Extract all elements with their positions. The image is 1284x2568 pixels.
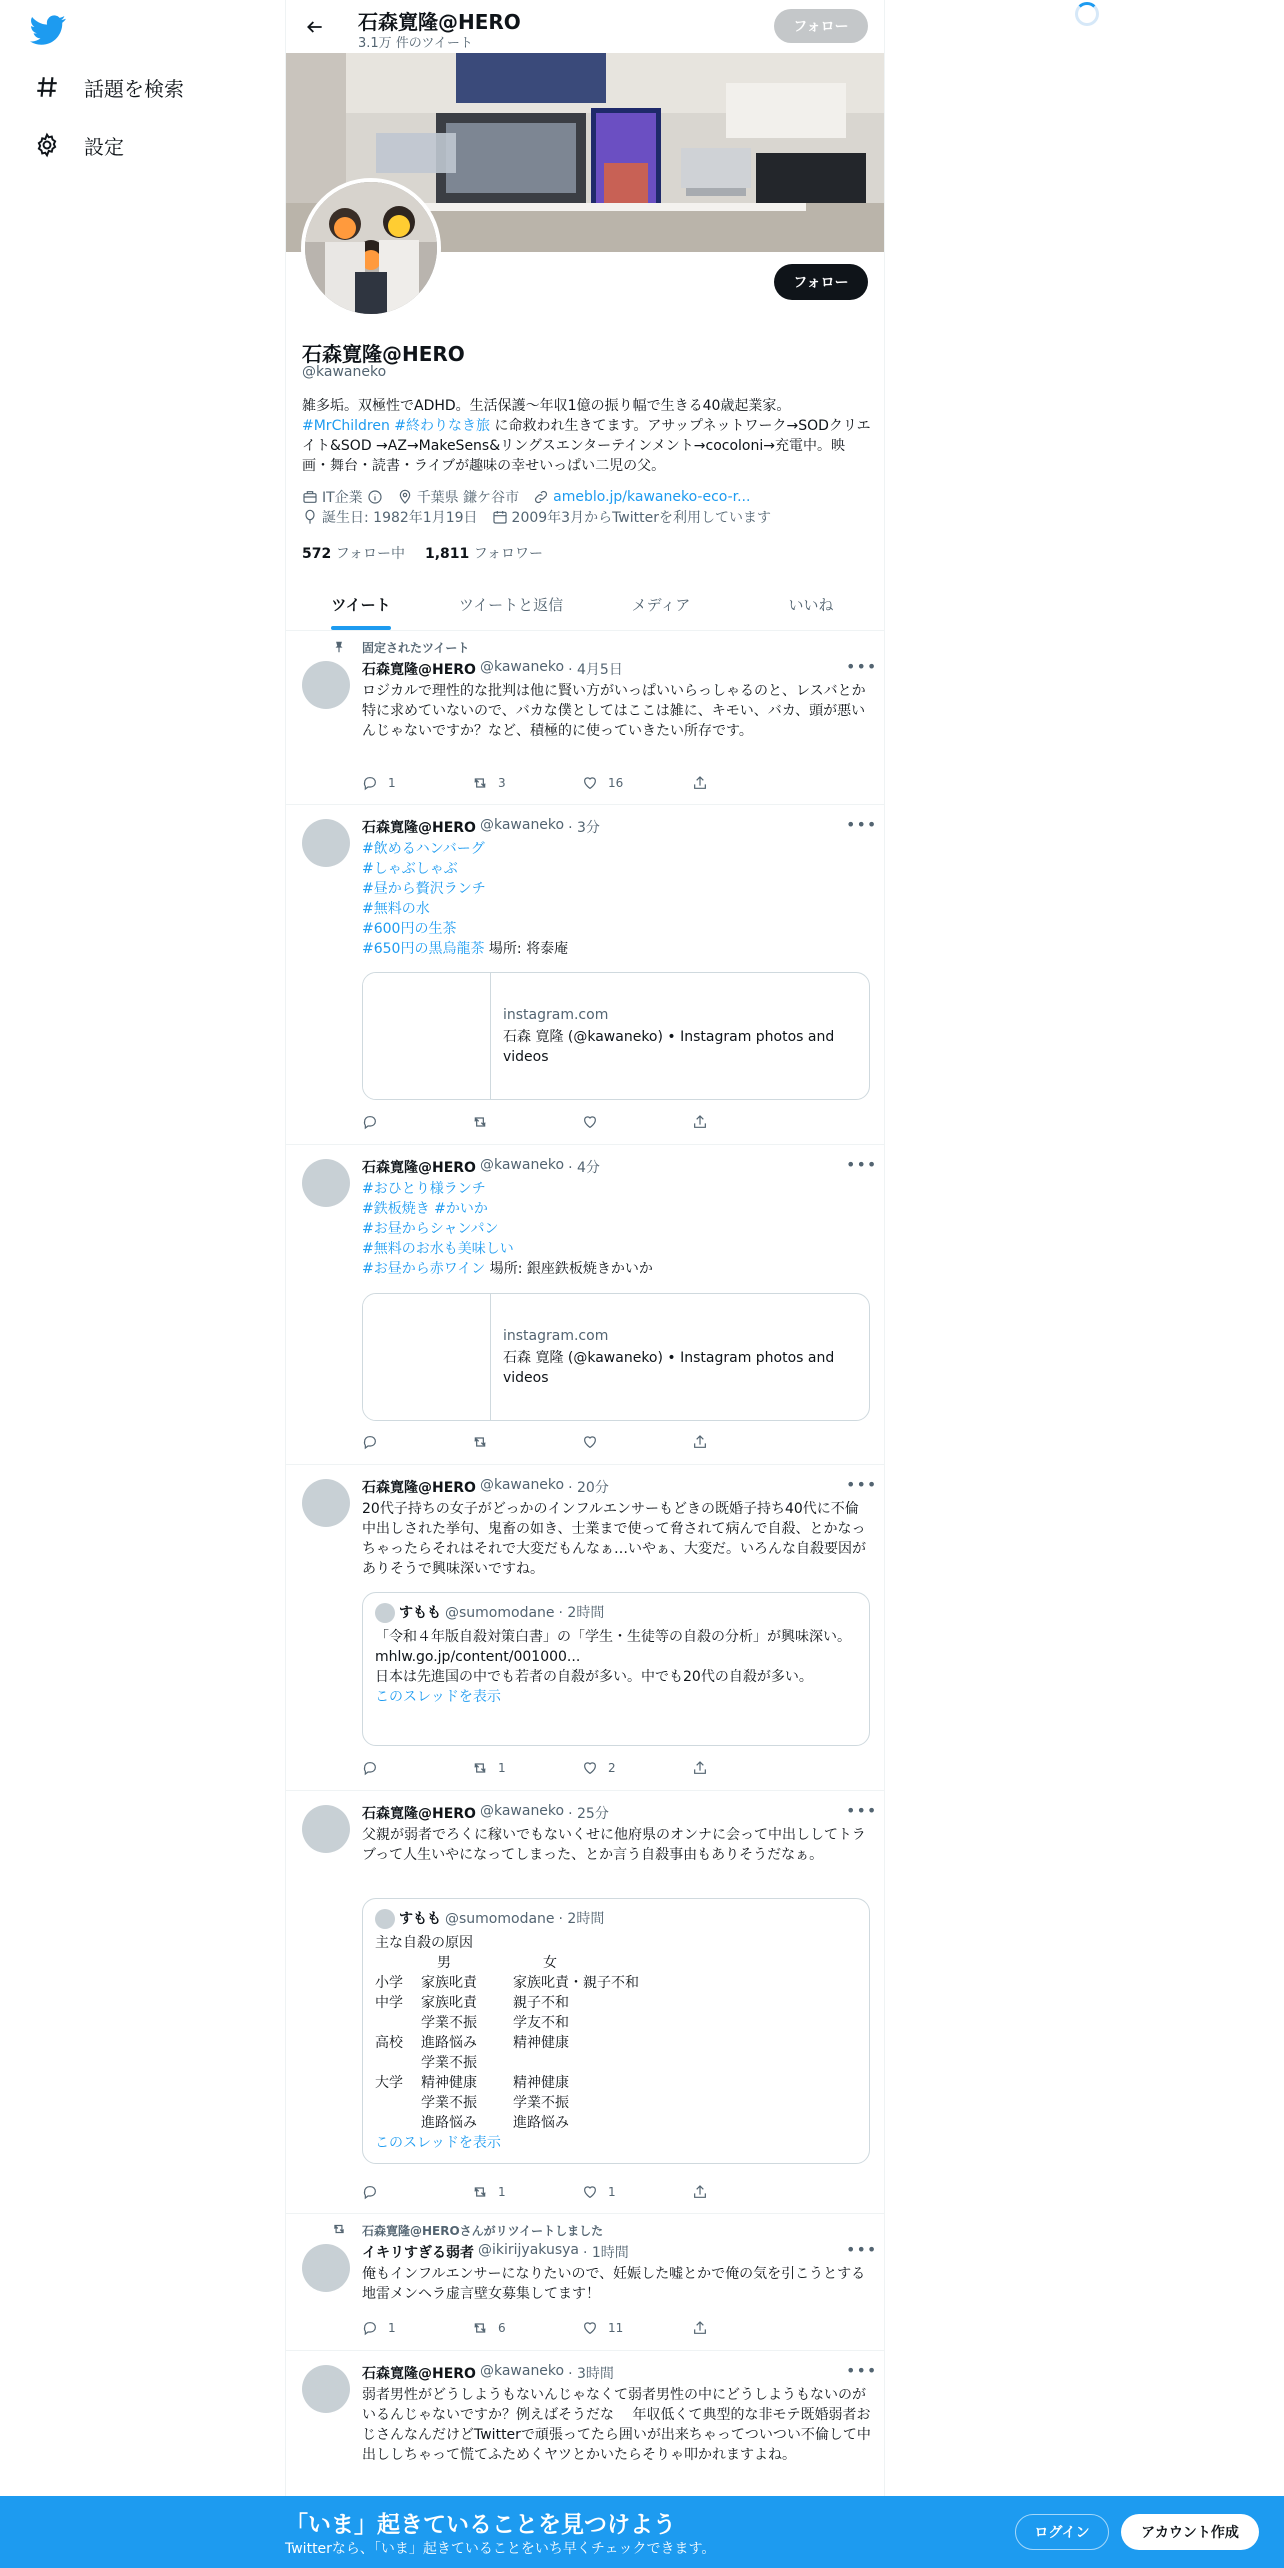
header-name: 石森寛隆@HERO: [358, 10, 521, 34]
pin-icon: [332, 640, 346, 654]
retweet-button[interactable]: [472, 1112, 582, 1132]
tweet-avatar[interactable]: [302, 1805, 350, 1853]
back-button[interactable]: [298, 10, 332, 44]
table-cell: 学業不振: [421, 2015, 477, 2031]
quote-tweet[interactable]: [362, 1592, 870, 1746]
tweet-text: 父親が弱者でろくに稼いでもないくせに他府県のオンナに会って中出ししてトラブって人生いやになってしまった、とか言う自殺事由もありそうだなぁ。: [362, 1827, 866, 1863]
meta-birthday-text: 誕生日: 1982年1月19日: [322, 510, 478, 526]
share-icon: [692, 1114, 708, 1130]
header-follow-button[interactable]: フォロー: [774, 9, 868, 43]
tweet-text: [362, 839, 872, 959]
profile-meta-row-1: [302, 487, 750, 507]
signup-bottom-bar: [0, 2496, 1284, 2568]
bottom-bar-subtitle: Twitterなら、「いま」起きていることをいち早くチェックできます。: [285, 2541, 716, 2557]
more-options-icon[interactable]: •••: [846, 1155, 878, 1174]
tweet-context[interactable]: 石森寛隆@HEROさんがリツイートしました: [362, 2224, 604, 2238]
tweet-time[interactable]: · 1時間: [583, 2245, 629, 2261]
nav-explore-label: 話題を検索: [84, 76, 184, 101]
like-button[interactable]: [582, 2182, 692, 2202]
tab-likes[interactable]: いいね: [788, 595, 834, 614]
tab-tweets-replies[interactable]: ツイートと返信: [458, 595, 564, 614]
quote-header: [375, 1603, 604, 1623]
nav-explore[interactable]: [34, 65, 184, 109]
heart-icon: [582, 1760, 598, 1776]
retweet-count: 3: [498, 776, 506, 790]
hashtag[interactable]: #飲めるハンバーグ: [362, 841, 485, 857]
link-card[interactable]: [362, 1293, 870, 1421]
quote-heading: 主な自殺の原因: [375, 1935, 473, 1951]
heart-icon: [582, 775, 598, 791]
meta-category-text: IT企業: [322, 490, 363, 506]
card-domain: instagram.com: [503, 1007, 609, 1023]
like-button[interactable]: [582, 1758, 692, 1778]
tweet-time[interactable]: · 25分: [568, 1806, 609, 1822]
tweet-item[interactable]: [286, 1145, 885, 1465]
tweet-text: 20代子持ちの女子がどっかのインフルエンサーもどきの既婚子持ち40代に不倫中出しされた挙句、鬼畜の如き、士業まで使って脅されて病んで自殺、とかなっちゃったらそれはそれで大変だもんなぁ…いやぁ、大変だ。いろんな自殺要因がありそうで興味深いですね。: [362, 1501, 866, 1577]
table-cell: 進路悩み: [421, 2115, 477, 2131]
main-column: [285, 0, 885, 2568]
header-tweet-count: 3.1万 件のツイート: [358, 36, 473, 51]
tweet-text: [362, 1179, 872, 1279]
reply-count: 1: [388, 776, 396, 790]
table-cell: 女: [543, 1955, 557, 1971]
quote-author-handle: @sumomodane: [445, 1605, 555, 1621]
reply-button[interactable]: [362, 2318, 472, 2338]
share-button[interactable]: [692, 2318, 802, 2338]
retweet-icon: [472, 2320, 488, 2336]
table-cell: [375, 2093, 421, 2113]
share-icon: [692, 1760, 708, 1776]
reply-button[interactable]: [362, 1758, 472, 1778]
card-thumbnail: [363, 1294, 491, 1421]
retweet-count: 6: [498, 2321, 506, 2335]
hashtag[interactable]: #昼から贅沢ランチ: [362, 881, 486, 897]
tweet-pinned[interactable]: [286, 631, 885, 805]
profile-header-bar: [286, 0, 885, 53]
tweet-header: [362, 1477, 609, 1497]
profile-tabs: [286, 578, 885, 631]
tweet-time[interactable]: · 4分: [568, 1160, 600, 1176]
tweet-header: [362, 2363, 614, 2383]
quote-text: [375, 1933, 859, 2153]
bio-hashtags[interactable]: #MrChildren #終わりなき旅: [302, 418, 490, 434]
table-cell: 精神健康: [513, 2035, 569, 2051]
table-cell: 進路悩み: [513, 2115, 569, 2131]
heart-icon: [582, 2320, 598, 2336]
like-button[interactable]: [582, 2318, 692, 2338]
tab-media[interactable]: メディア: [631, 595, 691, 614]
retweet-context-icon: [332, 2222, 346, 2236]
hashtag[interactable]: #600円の生茶: [362, 921, 457, 937]
table-cell: 学業不振: [421, 2055, 477, 2071]
tweet-avatar[interactable]: [302, 661, 350, 709]
meta-birthday: [302, 507, 478, 527]
share-button[interactable]: [692, 2182, 802, 2202]
heart-icon: [582, 2184, 598, 2200]
profile-handle: @kawaneko: [302, 364, 387, 380]
login-button[interactable]: ログイン: [1015, 2514, 1109, 2550]
quote-line: 「令和４年版自殺対策白書」の「学生・生徒等の自殺の分析」が興味深い。: [375, 1629, 851, 1645]
share-icon: [692, 2320, 708, 2336]
tweet-author-handle[interactable]: @kawaneko: [479, 2363, 565, 2379]
retweet-count: 1: [498, 2185, 506, 2199]
retweet-icon: [472, 2184, 488, 2200]
tweet-header: [362, 1157, 600, 1177]
avatar-image: [305, 182, 437, 314]
following-count: 572: [302, 546, 332, 562]
retweet-count: 1: [498, 1761, 506, 1775]
hashtag[interactable]: #おひとり様ランチ: [362, 1181, 486, 1197]
tweet-avatar[interactable]: [302, 1479, 350, 1527]
quote-avatar: [375, 1603, 395, 1623]
heart-icon: [582, 1434, 598, 1450]
table-cell: 高校: [375, 2035, 403, 2051]
reply-icon: [362, 1760, 378, 1776]
table-cell: 中学: [375, 1995, 403, 2011]
profile-name: 石森寛隆@HERO: [302, 342, 465, 366]
quote-author-name: すもも: [399, 1605, 441, 1621]
tweet-item[interactable]: [286, 805, 885, 1145]
tweet-author-handle[interactable]: @kawaneko: [479, 659, 565, 675]
share-button[interactable]: [692, 1432, 802, 1452]
tweet-author-name[interactable]: 石森寛隆@HERO: [362, 662, 476, 678]
tweet-avatar[interactable]: [302, 2365, 350, 2413]
meta-joined-text: 2009年3月からTwitterを利用しています: [511, 510, 771, 526]
following-label: フォロー中: [335, 546, 405, 562]
nav-settings-label: 設定: [84, 134, 124, 159]
hashtag[interactable]: #お昼からシャンパン: [362, 1221, 499, 1237]
followers-stat[interactable]: [425, 543, 543, 563]
tweet-actions: [362, 1432, 802, 1452]
tweet-author-handle[interactable]: @kawaneko: [479, 1803, 565, 1819]
tweet-avatar[interactable]: [302, 1159, 350, 1207]
share-button[interactable]: [692, 1758, 802, 1778]
hashtag[interactable]: #無料のお水も美味しい: [362, 1241, 514, 1257]
quote-author-handle: @sumomodane: [445, 1911, 555, 1927]
quote-text: [375, 1627, 859, 1707]
retweet-button[interactable]: [472, 1758, 582, 1778]
reply-icon: [362, 2320, 378, 2336]
follow-stats: [302, 543, 543, 563]
card-title: 石森 寛隆 (@kawaneko) • Instagram photos and videos: [503, 1029, 835, 1065]
tweet-actions: [362, 2318, 802, 2338]
bottom-bar-title: 「いま」起きていることを見つけよう: [285, 2512, 676, 2538]
calendar-icon: [492, 509, 508, 525]
show-thread-link[interactable]: このスレッドを表示: [375, 1689, 501, 1705]
quote-tweet[interactable]: [362, 1898, 870, 2164]
more-options-icon[interactable]: •••: [846, 657, 878, 676]
table-cell: 学友不和: [513, 2015, 569, 2031]
nav-settings[interactable]: [34, 123, 124, 167]
meta-location-text: 千葉県 鎌ケ谷市: [416, 490, 520, 506]
tweet-author-name[interactable]: 石森寛隆@HERO: [362, 1480, 476, 1496]
table-cell: 家族叱責: [421, 1995, 477, 2011]
profile-bio: [302, 396, 872, 476]
tweet-actions: [362, 1758, 802, 1778]
tweet-context: 固定されたツイート: [362, 641, 470, 655]
cause-table: [375, 1953, 859, 2133]
tweet-author-handle[interactable]: @kawaneko: [479, 817, 565, 833]
tweet-author-name[interactable]: 石森寛隆@HERO: [362, 1806, 476, 1822]
meta-category: [302, 487, 383, 507]
followers-count: 1,811: [425, 546, 470, 562]
table-cell: 学業不振: [421, 2095, 477, 2111]
tweet-item[interactable]: [286, 2351, 885, 2511]
quote-link: mhlw.go.jp/content/001000...: [375, 1649, 581, 1665]
table-cell: 親子不和: [513, 1995, 569, 2011]
table-cell: 学業不振: [513, 2095, 569, 2111]
tweet-text: 弱者男性がどうしようもないんじゃなくて弱者男性の中にどうしようもないのがいるんじゃないですか？例えばそうだな 年収低くて典型的な非モテ既婚弱者おじさんなんだけどTwitterで頑張ってたら囲いが出来ちゃってついつい不倫して中出ししちゃって慌てふためくヤツとかいたらそりゃ叩かれますよね。: [362, 2387, 871, 2463]
heart-icon: [582, 1114, 598, 1130]
reply-count: 1: [388, 2321, 396, 2335]
share-icon: [692, 2184, 708, 2200]
tweet-place: 場所: 将泰庵: [484, 941, 569, 957]
like-count: 2: [608, 1761, 616, 1775]
tweet-header: [362, 817, 600, 837]
tweet-author-handle[interactable]: @kawaneko: [479, 1157, 565, 1173]
retweet-icon: [472, 775, 488, 791]
profile-avatar[interactable]: [301, 178, 441, 318]
table-cell: 大学: [375, 2075, 403, 2091]
like-button[interactable]: [582, 773, 692, 793]
card-title: 石森 寛隆 (@kawaneko) • Instagram photos and videos: [503, 1350, 835, 1386]
table-cell: 小学: [375, 1975, 403, 1991]
table-cell: [375, 1953, 421, 1973]
tweet-author-handle[interactable]: @kawaneko: [479, 1477, 565, 1493]
left-nav: [0, 0, 285, 2568]
back-arrow-icon: [305, 17, 325, 37]
quote-avatar: [375, 1909, 395, 1929]
tweet-author-name[interactable]: 石森寛隆@HERO: [362, 820, 476, 836]
profile-meta-row-2: [302, 507, 771, 527]
like-button[interactable]: [582, 1112, 692, 1132]
tweet-author-name[interactable]: 石森寛隆@HERO: [362, 1160, 476, 1176]
more-options-icon[interactable]: •••: [846, 1801, 878, 1820]
tweet-header: [362, 659, 623, 679]
retweet-button[interactable]: [472, 2318, 582, 2338]
reply-icon: [362, 2184, 378, 2200]
like-count: 1: [608, 2185, 616, 2199]
quote-time: · 2時間: [558, 1911, 605, 1927]
quote-line: 日本は先進国の中でも若者の自殺が多い。中でも20代の自殺が多い。: [375, 1669, 813, 1685]
tweet-header: [362, 2242, 629, 2262]
share-button[interactable]: [692, 773, 802, 793]
tweet-avatar[interactable]: [302, 2244, 350, 2292]
tweet-item[interactable]: [286, 1791, 885, 2214]
twitter-logo-icon[interactable]: [30, 12, 66, 48]
hashtag[interactable]: #無料の水: [362, 901, 430, 917]
quote-time: · 2時間: [558, 1605, 605, 1621]
hashtag[interactable]: #しゃぶしゃぶ: [362, 861, 458, 877]
tweet-time[interactable]: · 4月5日: [568, 662, 623, 678]
quote-author-name: すもも: [399, 1911, 441, 1927]
loading-spinner-icon: [1075, 2, 1099, 26]
retweet-button[interactable]: [472, 2182, 582, 2202]
bio-text-2: に命救われ生きてます。アサップネットワーク→SODクリエイト&SOD →AZ→MakeSens&リングスエンターテインメント→cocoloni→充電中。映画・舞台・読書・ライブが趣味の幸せいっぱい二児の父。: [302, 418, 871, 474]
tweet-actions: [362, 773, 802, 793]
like-button[interactable]: [582, 1432, 692, 1452]
tweet-actions: [362, 1112, 802, 1132]
hashtag[interactable]: #お昼から赤ワイン: [362, 1261, 486, 1277]
table-cell: 家族叱責: [421, 1975, 477, 1991]
location-pin-icon: [397, 489, 413, 505]
bio-text-1: 雑多垢。双極性でADHD。生活保護〜年収1億の振り幅で生きる40歳起業家。: [302, 398, 791, 414]
table-cell: [375, 2053, 421, 2073]
hashtag[interactable]: #650円の黒烏龍茶: [362, 941, 485, 957]
share-icon: [692, 775, 708, 791]
tab-tweets[interactable]: ツイート: [286, 578, 436, 630]
more-options-icon[interactable]: •••: [846, 2361, 878, 2380]
link-card[interactable]: [362, 972, 870, 1100]
table-cell: [513, 2053, 643, 2073]
tweet-retweeted[interactable]: [286, 2214, 885, 2351]
tweet-text: ロジカルで理性的な批判は他に賢い方がいっぱいいらっしゃるのと、レスバとか特に求めていないので、バカな僕としてはここは雑に、キモい、バカ、頭が悪いんじゃないですか？など、積極的に使っていきたい所存です。: [362, 683, 866, 739]
share-icon: [692, 1434, 708, 1450]
tweet-time[interactable]: · 3分: [568, 820, 600, 836]
reply-icon: [362, 1434, 378, 1450]
tweet-time[interactable]: · 3時間: [568, 2366, 614, 2382]
quote-header: [375, 1909, 604, 1929]
hashtag-icon: [34, 74, 60, 100]
reply-button[interactable]: [362, 1432, 472, 1452]
retweet-icon: [472, 1114, 488, 1130]
hashtag[interactable]: #鉄板焼き #かいか: [362, 1201, 488, 1217]
signup-button[interactable]: アカウント作成: [1121, 2514, 1259, 2550]
more-options-icon[interactable]: •••: [846, 815, 878, 834]
tweet-avatar[interactable]: [302, 819, 350, 867]
tweet-item[interactable]: [286, 1465, 885, 1791]
table-cell: 家族叱責・親子不和: [513, 1975, 639, 1991]
briefcase-icon: [302, 489, 318, 505]
balloon-icon: [302, 509, 318, 525]
table-cell: 精神健康: [513, 2075, 569, 2091]
tweet-time[interactable]: · 20分: [568, 1480, 609, 1496]
table-cell: [375, 2013, 421, 2033]
info-icon[interactable]: [367, 489, 383, 505]
like-count: 16: [608, 776, 624, 790]
table-cell: 男: [437, 1955, 451, 1971]
like-count: 11: [608, 2321, 624, 2335]
tweet-author-handle[interactable]: @ikirijyakusya: [478, 2242, 579, 2258]
followers-label: フォロワー: [473, 546, 544, 562]
tweet-header: [362, 1803, 609, 1823]
tweet-actions: [362, 2182, 802, 2202]
more-options-icon[interactable]: •••: [846, 1475, 878, 1494]
meta-url-text[interactable]: ameblo.jp/kawaneko-eco-r...: [553, 489, 751, 505]
reply-icon: [362, 1114, 378, 1130]
tweet-author-name[interactable]: イキリすぎる弱者: [362, 2245, 474, 2261]
more-options-icon[interactable]: •••: [846, 2240, 878, 2259]
tweet-place: 場所: 銀座鉄板焼きかいか: [485, 1261, 653, 1277]
retweet-icon: [472, 1760, 488, 1776]
follow-button[interactable]: フォロー: [774, 264, 868, 300]
gear-icon: [34, 132, 60, 158]
tweet-author-name[interactable]: 石森寛隆@HERO: [362, 2366, 476, 2382]
table-cell: [375, 2113, 421, 2133]
table-cell: 精神健康: [421, 2075, 477, 2091]
card-thumbnail: [363, 973, 491, 1100]
retweet-button[interactable]: [472, 1432, 582, 1452]
meta-location: [397, 487, 519, 507]
table-cell: 進路悩み: [421, 2035, 477, 2051]
tweet-text: 俺もインフルエンサーになりたいので、妊娠した嘘とかで俺の気を引こうとする地雷メンヘラ虚言壁女募集してます！: [362, 2266, 866, 2302]
retweet-icon: [472, 1434, 488, 1450]
card-domain: instagram.com: [503, 1328, 609, 1344]
reply-icon: [362, 775, 378, 791]
reply-button[interactable]: [362, 1112, 472, 1132]
share-button[interactable]: [692, 1112, 802, 1132]
following-stat[interactable]: [302, 543, 405, 563]
reply-button[interactable]: [362, 2182, 472, 2202]
show-thread-link[interactable]: このスレッドを表示: [375, 2135, 501, 2151]
meta-joined: [492, 507, 771, 527]
retweet-button[interactable]: [472, 773, 582, 793]
reply-button[interactable]: [362, 773, 472, 793]
meta-url[interactable]: [533, 489, 750, 505]
link-icon: [533, 489, 549, 505]
